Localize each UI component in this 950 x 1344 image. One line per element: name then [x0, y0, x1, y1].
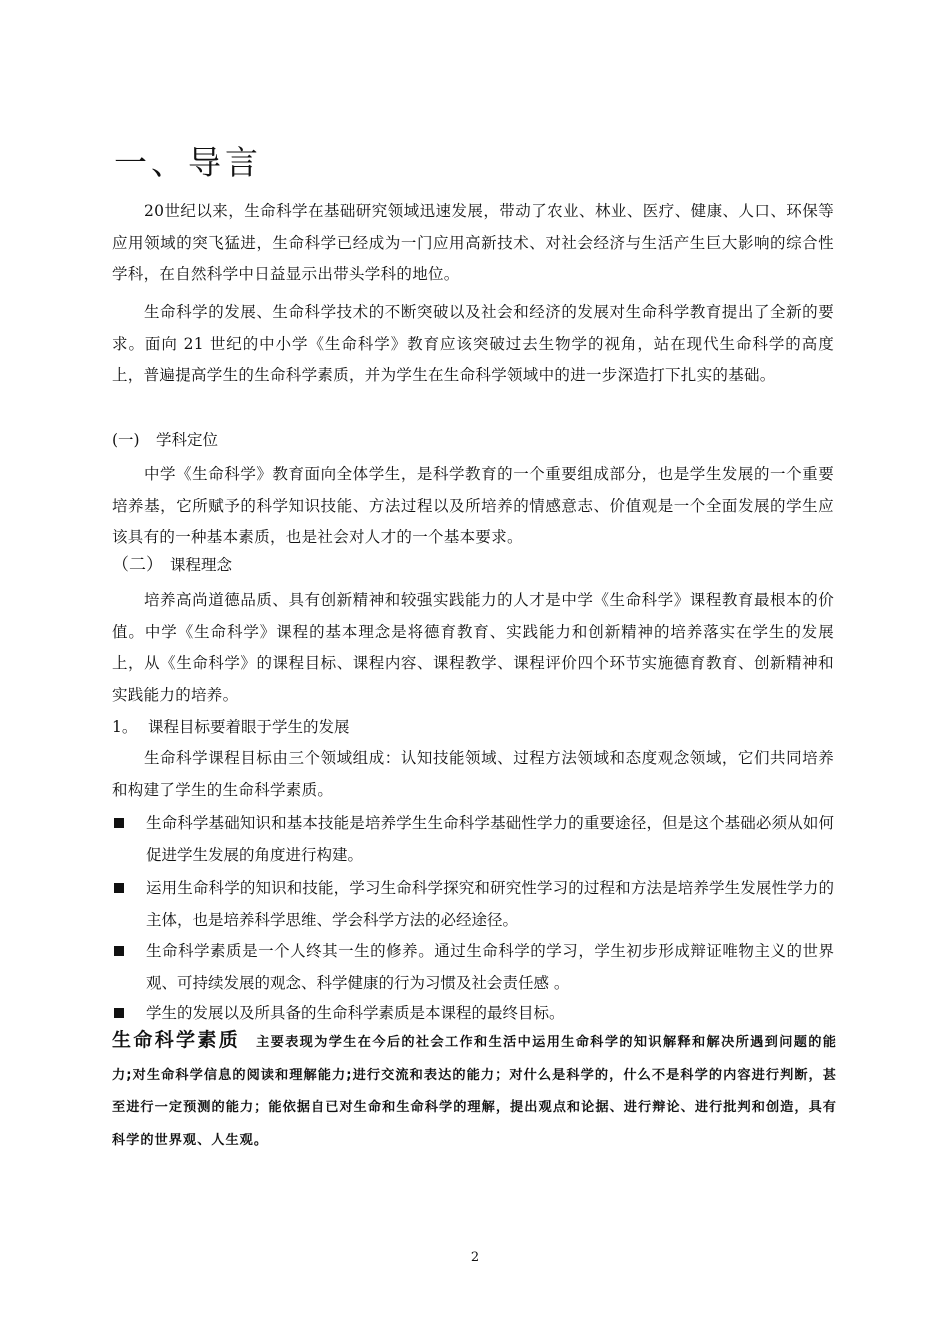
- discipline-paragraph: 中学《生命科学》教育面向全体学生，是科学教育的一个重要组成部分，也是学生发展的一个重要培养基，它所赋予的科学知识技能、方法过程以及所培养的情感意志、价值观是一个全面发展的学生应该具有的一种基本素质，也是社会对人才的一个基本要求。: [112, 465, 834, 546]
- goals-paragraph: 生命科学课程目标由三个领域组成：认知技能领域、过程方法领域和态度观念领域，它们共同培养和构建了学生的生命科学素质。: [112, 749, 834, 799]
- subheading-philosophy: [112, 553, 232, 577]
- subheading-text: 课程目标要着眼于学生的发展: [148, 718, 350, 736]
- literacy-description: 主要表现为学生在今后的社会工作和生活中运用生命科学的知识解释和解决所遇到问题的能力;对生命科学信息的阅读和理解能力;进行交流和表达的能力；对什么是科学的，什么不是科学的内容进行判断，甚至进行一定预测的能力；能依据自已对生命和生命科学的理解，提出观点和论据、进行辩论、进行批判和创造，具有科学的世界观、人生观。: [112, 1035, 837, 1148]
- page-number: 2: [470, 1250, 480, 1265]
- list-item: [112, 936, 834, 999]
- square-bullet-icon: [114, 883, 124, 893]
- subheading-number: (一): [112, 431, 140, 449]
- list-item-text: 生命科学基础知识和基本技能是培养学生生命科学基础性学力的重要途径，但是这个基础必须从如何促进学生发展的角度进行构建。: [146, 814, 834, 864]
- list-item-text: 生命科学素质是一个人终其一生的修养。通过生命科学的学习，学生初步形成辩证唯物主义的世界观、可持续发展的观念、科学健康的行为习惯及社会责任感 。: [146, 942, 834, 992]
- subheading-number: 1。: [112, 718, 138, 736]
- section-heading: 一、导言: [114, 143, 262, 182]
- list-item-text: 运用生命科学的知识和技能，学习生命科学探究和研究性学习的过程和方法是培养学生发展性学力的主体，也是培养科学思维、学会科学方法的必经途径。: [146, 879, 834, 929]
- subheading-text: 学科定位: [156, 431, 219, 449]
- list-item-text: 学生的发展以及所具备的生命科学素质是本课程的最终目标。: [146, 1004, 565, 1022]
- literacy-term: 生命科学素质: [112, 1029, 241, 1051]
- intro-paragraph-2: 生命科学的发展、生命科学技术的不断突破以及社会和经济的发展对生命科学教育提出了全新的要求。面向 21 世纪的中小学《生命科学》教育应该突破过去生物学的视角，站在现代生命科学的高度上，普遍提高学生的生命科学素质，并为学生在生命科学领域中的进一步深造打下扎实的基础。: [112, 303, 834, 384]
- list-item: [112, 808, 834, 871]
- subheading-discipline: [112, 428, 218, 452]
- square-bullet-icon: [114, 818, 124, 828]
- square-bullet-icon: [114, 946, 124, 956]
- subheading-goals: [112, 715, 350, 739]
- intro-paragraph-1: 20世纪以来，生命科学在基础研究领域迅速发展，带动了农业、林业、医疗、健康、人口、环保等应用领域的突飞猛进，生命科学已经成为一门应用高新技术、对社会经济与生活产生巨大影响的综合性学科，在自然科学中日益显示出带头学科的地位。: [112, 202, 834, 283]
- literacy-definition: [112, 1024, 837, 1157]
- philosophy-paragraph: 培养高尚道德品质、具有创新精神和较强实践能力的人才是中学《生命科学》课程教育最根本的价值。中学《生命科学》课程的基本理念是将德育教育、实践能力和创新精神的培养落实在学生的发展上，从《生命科学》的课程目标、课程内容、课程教学、课程评价四个环节实施德育教育、创新精神和实践能力的培养。: [112, 591, 834, 704]
- list-item: [112, 873, 834, 936]
- subheading-text: 课程理念: [170, 556, 233, 574]
- subheading-number: （二）: [112, 555, 163, 575]
- square-bullet-icon: [114, 1008, 124, 1018]
